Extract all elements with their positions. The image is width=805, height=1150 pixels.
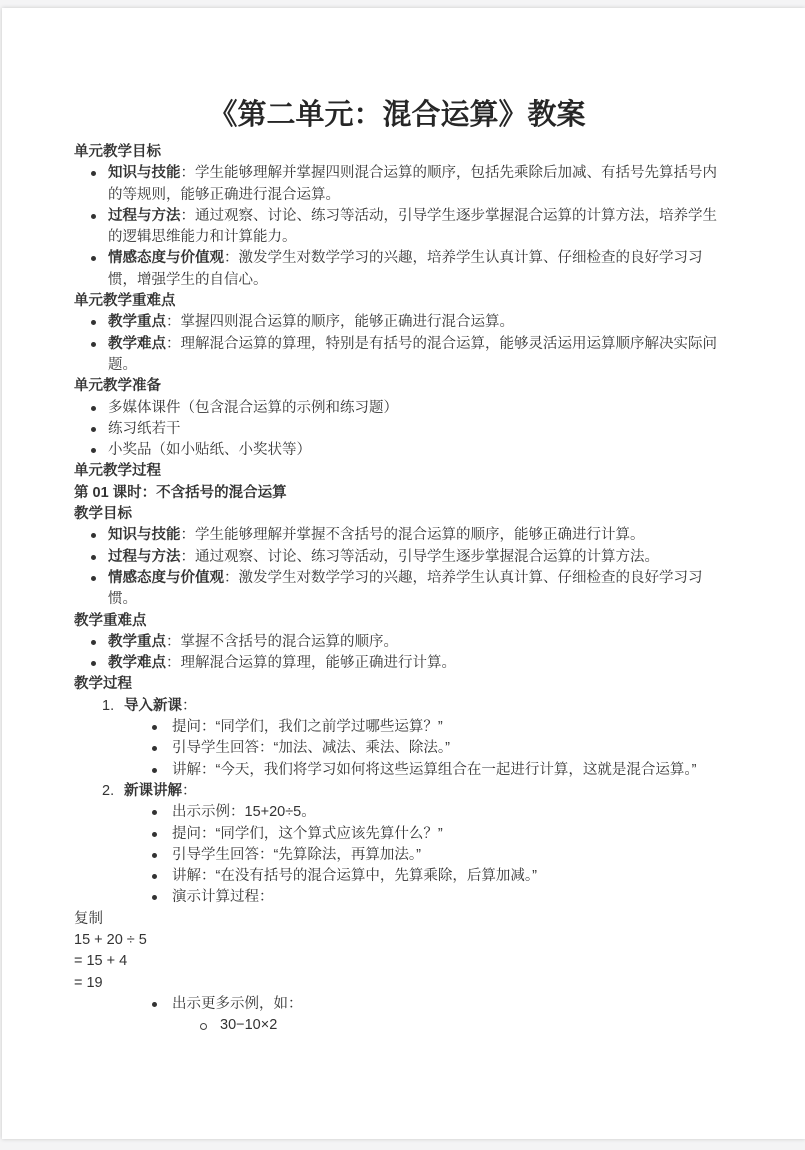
step-label: 导入新课	[124, 697, 182, 714]
numbered-step	[74, 696, 720, 717]
example-text: 30−10×2	[220, 1017, 278, 1034]
list-item-label: 过程与方法	[108, 207, 181, 224]
list-item	[74, 632, 720, 653]
sub-step	[74, 866, 720, 887]
section-heading-unit-prep: 单元教学准备	[74, 378, 161, 395]
sub-step-text: 引导学生回答：“加法、减法、乘法、除法。”	[172, 740, 450, 757]
list-item	[74, 568, 720, 611]
sub-step-text: 讲解：“在没有括号的混合运算中，先算乘除，后算加减。”	[172, 868, 537, 885]
list-item-text: ：学生能够理解并掌握四则混合运算的顺序，包括先乘除后加减、有括号先算括号内的等规则，能够正确进行混合运算。	[108, 165, 717, 203]
sub-step-text: 提问：“同学们，这个算式应该先算什么？”	[172, 825, 443, 842]
list-item	[74, 398, 720, 419]
list-item	[74, 163, 720, 206]
list-item-label: 情感态度与价值观	[108, 569, 224, 586]
list-item	[74, 312, 720, 333]
section-heading-unit-focus: 单元教学重难点	[74, 293, 176, 310]
section-heading-lesson-process: 教学过程	[74, 676, 132, 693]
list-item-text: ：掌握四则混合运算的顺序，能够正确进行混合运算。	[166, 314, 514, 331]
sub-step	[74, 824, 720, 845]
sub-step	[74, 717, 720, 738]
section-heading-unit-goals: 单元教学目标	[74, 144, 161, 160]
list-item-label: 教学难点	[108, 655, 166, 672]
list-item-label: 知识与技能	[108, 527, 181, 544]
list-item-label: 教学重点	[108, 314, 166, 331]
sub-step-text: 出示更多示例，如：	[172, 995, 303, 1012]
step-colon: ：	[182, 697, 197, 714]
section-heading-lesson-focus: 教学重难点	[74, 612, 147, 629]
list-item-text: ：通过观察、讨论、练习等活动，引导学生逐步掌握混合运算的计算方法，培养学生的逻辑思维能力和计算能力。	[108, 207, 717, 246]
section-heading-lesson-goals: 教学目标	[74, 506, 132, 523]
list-item-text: 练习纸若干	[108, 420, 181, 437]
calculation-line: 15 + 20 ÷ 5	[74, 931, 147, 948]
sub-step-text: 讲解：“今天，我们将学习如何将这些运算组合在一起进行计算，这就是混合运算。”	[172, 761, 697, 778]
calculation-line: = 19	[74, 974, 103, 991]
sub-step-text: 出示示例：15+20÷5。	[172, 804, 316, 821]
sub-step	[74, 994, 720, 1015]
list-item-label: 教学难点	[108, 335, 166, 352]
document-content	[2, 8, 805, 1036]
list-item-label: 过程与方法	[108, 548, 181, 565]
sub-step-text: 提问：“同学们，我们之前学过哪些运算？”	[172, 719, 443, 736]
list-item-label: 知识与技能	[108, 165, 181, 182]
step-number: 1.	[102, 697, 115, 714]
list-item	[74, 653, 720, 674]
list-item	[74, 334, 720, 377]
document-title: 《第二单元：混合运算》教案	[208, 99, 586, 131]
list-item	[74, 248, 720, 291]
lesson-heading: 第 01 课时：不含括号的混合运算	[74, 484, 287, 501]
document-page	[2, 8, 805, 1139]
list-item	[74, 440, 720, 461]
list-item	[74, 525, 720, 546]
sub-step	[74, 887, 720, 908]
list-item-text: ：激发学生对数学学习的兴趣，培养学生认真计算、仔细检查的良好学习习惯，增强学生的自信心。	[108, 250, 703, 288]
step-label: 新课讲解	[124, 782, 182, 799]
numbered-step	[74, 781, 720, 802]
sub-step	[74, 802, 720, 823]
list-item-text: ：学生能够理解并掌握不含括号的混合运算的顺序，能够正确进行计算。	[180, 527, 645, 544]
list-item-text: ：理解混合运算的算理，特别是有括号的混合运算，能够灵活运用运算顺序解决实际问题。	[108, 335, 717, 373]
list-item-text: ：激发学生对数学学习的兴趣，培养学生认真计算、仔细检查的良好学习习惯。	[108, 569, 703, 608]
step-colon: ：	[182, 782, 197, 799]
list-item-text: ：掌握不含括号的混合运算的顺序。	[166, 633, 398, 650]
list-item-text: 小奖品（如小贴纸、小奖状等）	[108, 442, 311, 459]
list-item-label: 情感态度与价值观	[108, 250, 224, 267]
section-heading-unit-process: 单元教学过程	[74, 463, 161, 480]
list-item	[74, 419, 720, 440]
sub-step-text: 引导学生回答：“先算除法，再算加法。”	[172, 846, 421, 863]
list-item	[74, 547, 720, 568]
example-item	[74, 1015, 720, 1036]
list-item-text: 多媒体课件（包含混合运算的示例和练习题）	[108, 399, 398, 416]
sub-step-text: 演示计算过程：	[172, 889, 274, 906]
sub-step	[74, 760, 720, 781]
step-number: 2.	[102, 782, 115, 799]
list-item-text: ：通过观察、讨论、练习等活动，引导学生逐步掌握混合运算的计算方法。	[180, 548, 659, 565]
list-item-label: 教学重点	[108, 633, 166, 650]
copy-label: 复制	[74, 910, 103, 927]
calculation-line: = 15 + 4	[74, 953, 128, 970]
sub-step	[74, 845, 720, 866]
list-item	[74, 206, 720, 249]
list-item-text: ：理解混合运算的算理，能够正确进行计算。	[166, 655, 456, 672]
sub-step	[74, 738, 720, 759]
